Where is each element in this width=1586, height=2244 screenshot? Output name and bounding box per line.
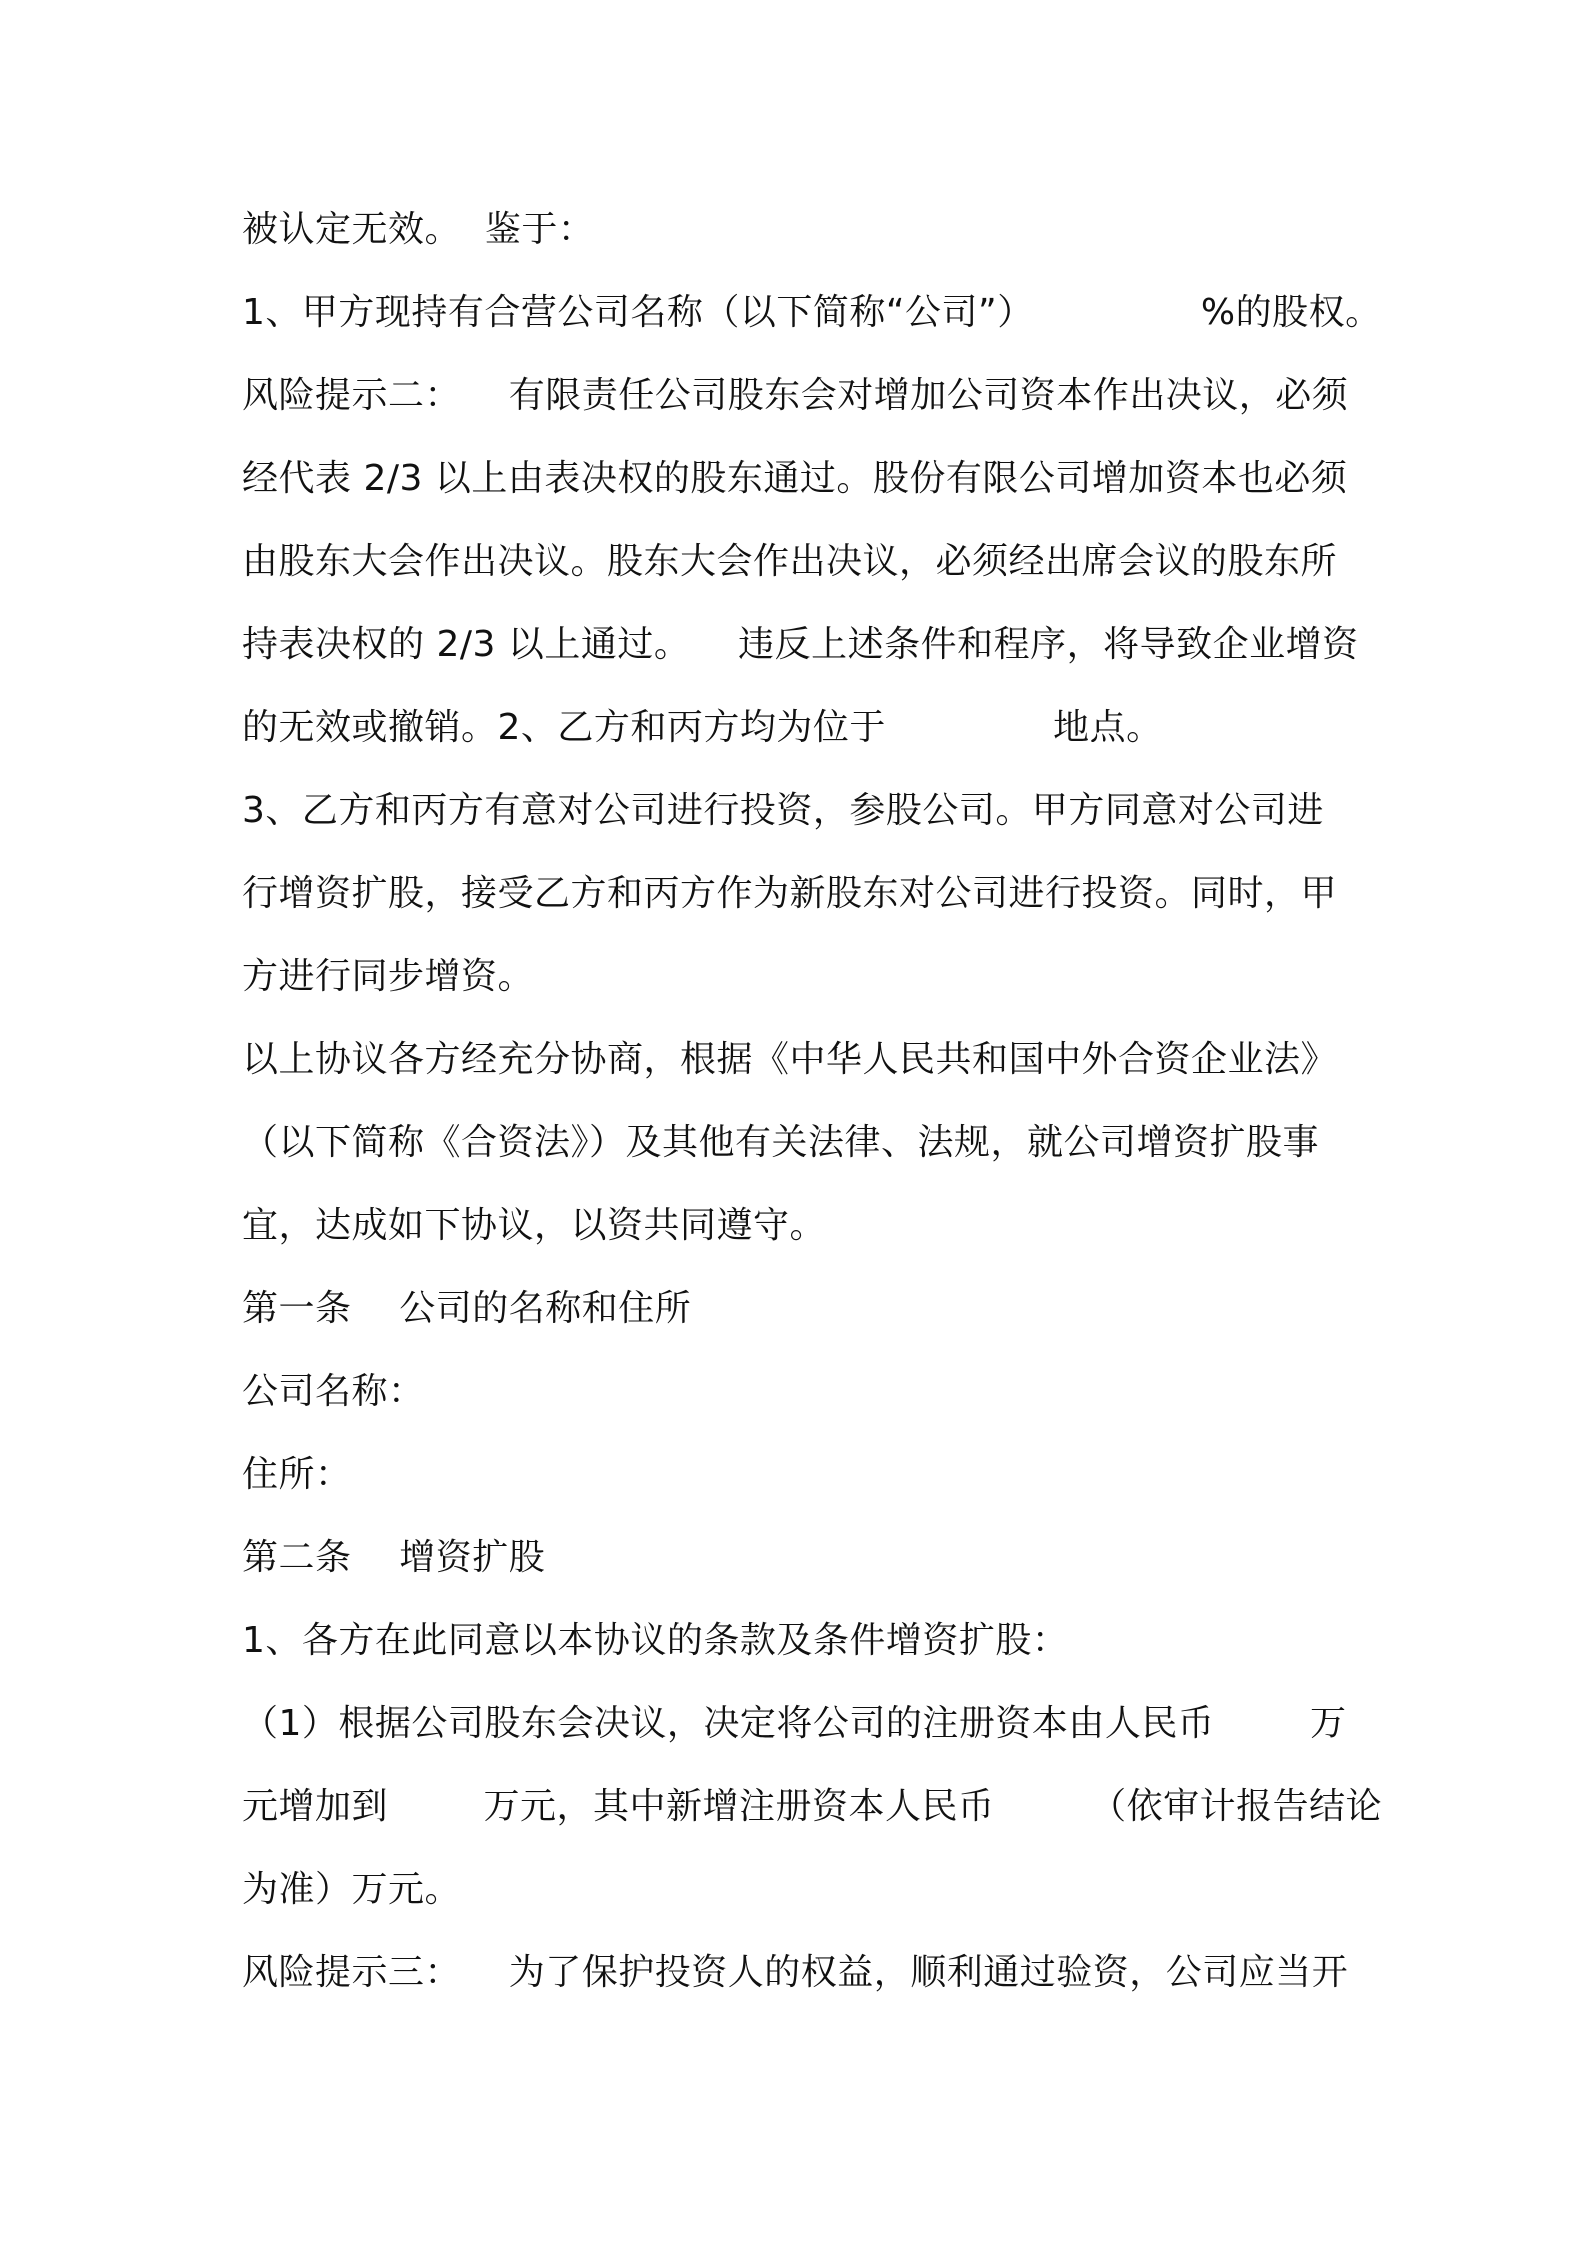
address-label: 住所： (242, 1454, 352, 1495)
text-line-7: 的无效或撤销。2、乙方和丙方均为位于 地点。 (242, 707, 1163, 748)
text-line-1: 被认定无效。 鉴于： (242, 209, 595, 250)
text-line-2: 1、甲方现持有合营公司名称（以下简称“公司”） %的股权。 (242, 292, 1382, 333)
text-line-6: 持表决权的 2/3 以上通过。 违反上述条件和程序，将导致企业增资 (242, 624, 1359, 665)
text-line-9: 行增资扩股，接受乙方和丙方作为新股东对公司进行投资。同时，甲 (242, 873, 1338, 914)
text-line-21: 为准）万元。 (242, 1869, 462, 1910)
text-line-8: 3、乙方和丙方有意对公司进行投资，参股公司。甲方同意对公司进 (242, 790, 1324, 831)
text-line-12: （以下简称《合资法》）及其他有关法律、法规，就公司增资扩股事 (242, 1122, 1320, 1163)
article-1-heading: 第一条 公司的名称和住所 (242, 1288, 692, 1329)
text-line-13: 宜，达成如下协议，以资共同遵守。 (242, 1205, 827, 1246)
text-line-4: 经代表 2/3 以上由表决权的股东通过。股份有限公司增加资本也必须 (242, 458, 1348, 499)
text-line-11: 以上协议各方经充分协商，根据《中华人民共和国中外合资企业法》 (242, 1039, 1338, 1080)
text-line-10: 方进行同步增资。 (242, 956, 535, 997)
text-line-19: （1）根据公司股东会决议，决定将公司的注册资本由人民币 万 (242, 1703, 1347, 1744)
company-name-label: 公司名称： (242, 1371, 425, 1412)
risk-notice-3-heading: 风险提示三： 为了保护投资人的权益，顺利通过验资，公司应当开 (242, 1952, 1349, 1993)
article-2-heading: 第二条 增资扩股 (242, 1537, 546, 1578)
text-line-5: 由股东大会作出决议。股东大会作出决议，必须经出席会议的股东所 (242, 541, 1338, 582)
risk-notice-2-heading: 风险提示二： 有限责任公司股东会对增加公司资本作出决议，必须 (242, 375, 1349, 416)
text-line-20: 元增加到 万元，其中新增注册资本人民币 （依审计报告结论 (242, 1786, 1383, 1827)
text-line-18: 1、各方在此同意以本协议的条款及条件增资扩股： (242, 1620, 1069, 1661)
